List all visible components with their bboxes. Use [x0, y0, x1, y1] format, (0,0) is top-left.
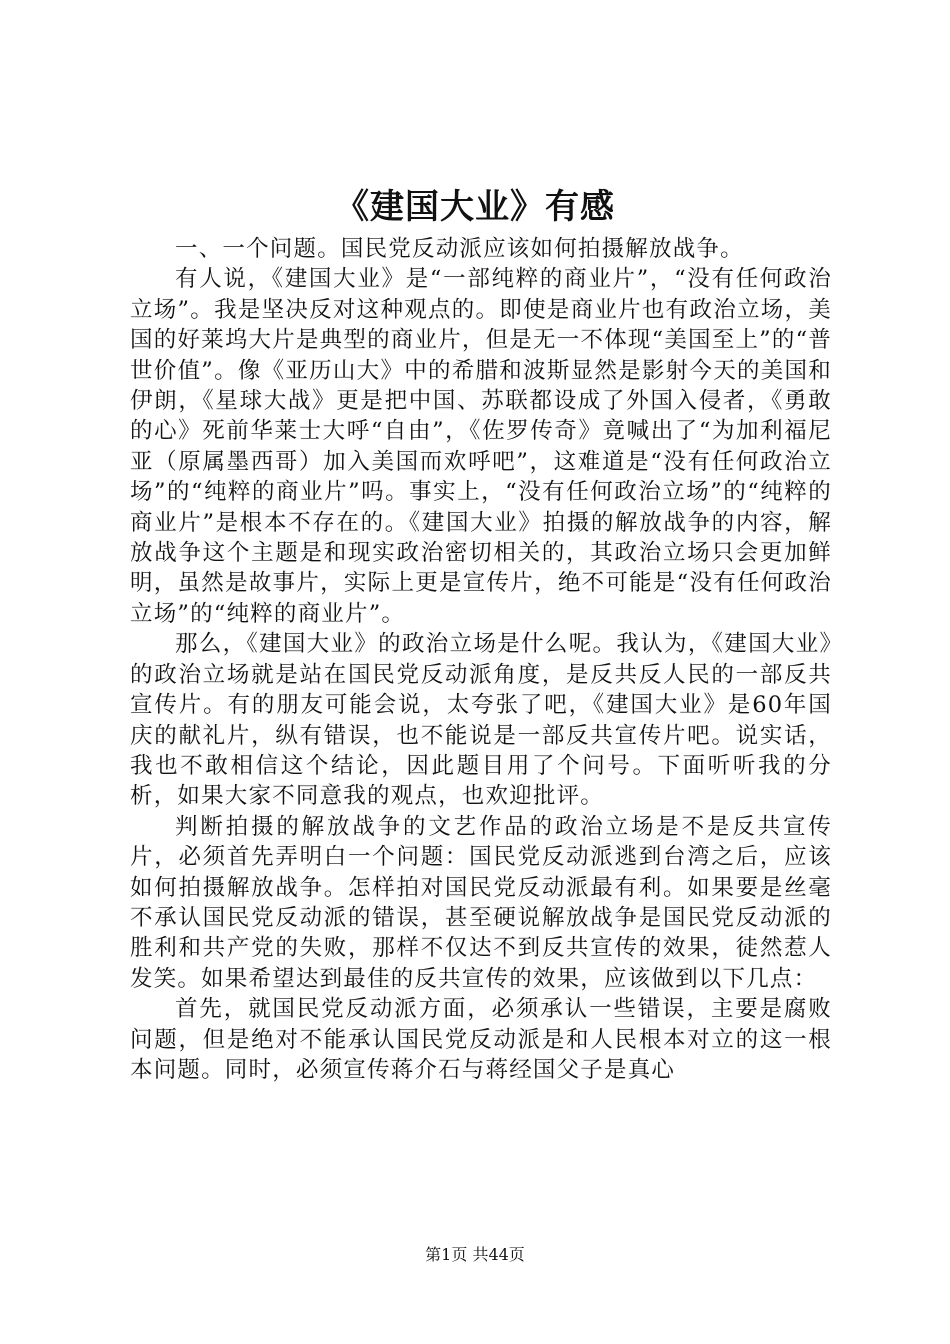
paragraph-4: 判断拍摄的解放战争的文艺作品的政治立场是不是反共宣传片，必须首先弄明白一个问题：国民党反动派逃到台湾之后，应该如何拍摄解放战争。怎样拍对国民党反动派最有利。如果要是丝毫不承认国民党反动派的错误，甚至硬说解放战争是国民党反动派的胜利和共产党的失败，那样不仅达不到反共宣传的效果，徒然惹人发笑。如果希望达到最佳的反共宣传的效果，应该做到以下几点：: [130, 813, 832, 992]
document-title: 《建国大业》有感: [335, 187, 615, 227]
paragraph-5: 首先，就国民党反动派方面，必须承认一些错误，主要是腐败问题，但是绝对不能承认国民党反动派是和人民根本对立的这一根本问题。同时，必须宣传蒋介石与蒋经国父子是真心: [130, 996, 832, 1083]
paragraph-3: 那么，《建国大业》的政治立场是什么呢。我认为，《建国大业》的政治立场就是站在国民党反动派角度，是反共反人民的一部反共宣传片。有的朋友可能会说，太夸张了吧，《建国大业》是60年国庆的献礼片，纵有错误，也不能说是一部反共宣传片吧。说实话，我也不敢相信这个结论，因此题目用了个问号。下面听听我的分析，如果大家不同意我的观点，也欢迎批评。: [130, 631, 832, 810]
paragraph-2: 有人说，《建国大业》是“一部纯粹的商业片”，“没有任何政治立场”。我是坚决反对这种观点的。即使是商业片也有政治立场，美国的好莱坞大片是典型的商业片，但是无一不体现“美国至上”的“普世价值”。像《亚历山大》中的希腊和波斯显然是影射今天的美国和伊朗，《星球大战》更是把中国、苏联都设成了外国入侵者，《勇敢的心》死前华莱士大呼“自由”，《佐罗传奇》竟喊出了“为加利福尼亚（原属墨西哥）加入美国而欢呼吧”，这难道是“没有任何政治立场”的“纯粹的商业片”吗。事实上，“没有任何政治立场”的“纯粹的商业片”是根本不存在的。《建国大业》拍摄的解放战争的内容，解放战争这个主题是和现实政治密切相关的，其政治立场只会更加鲜明，虽然是故事片，实际上更是宣传片，绝不可能是“没有任何政治立场”的“纯粹的商业片”。: [130, 266, 832, 627]
document-body: [130, 234, 832, 1085]
page-footer: 第1页 共44页: [425, 1245, 525, 1264]
paragraph-1: 一、一个问题。国民党反动派应该如何拍摄解放战争。: [175, 236, 744, 262]
